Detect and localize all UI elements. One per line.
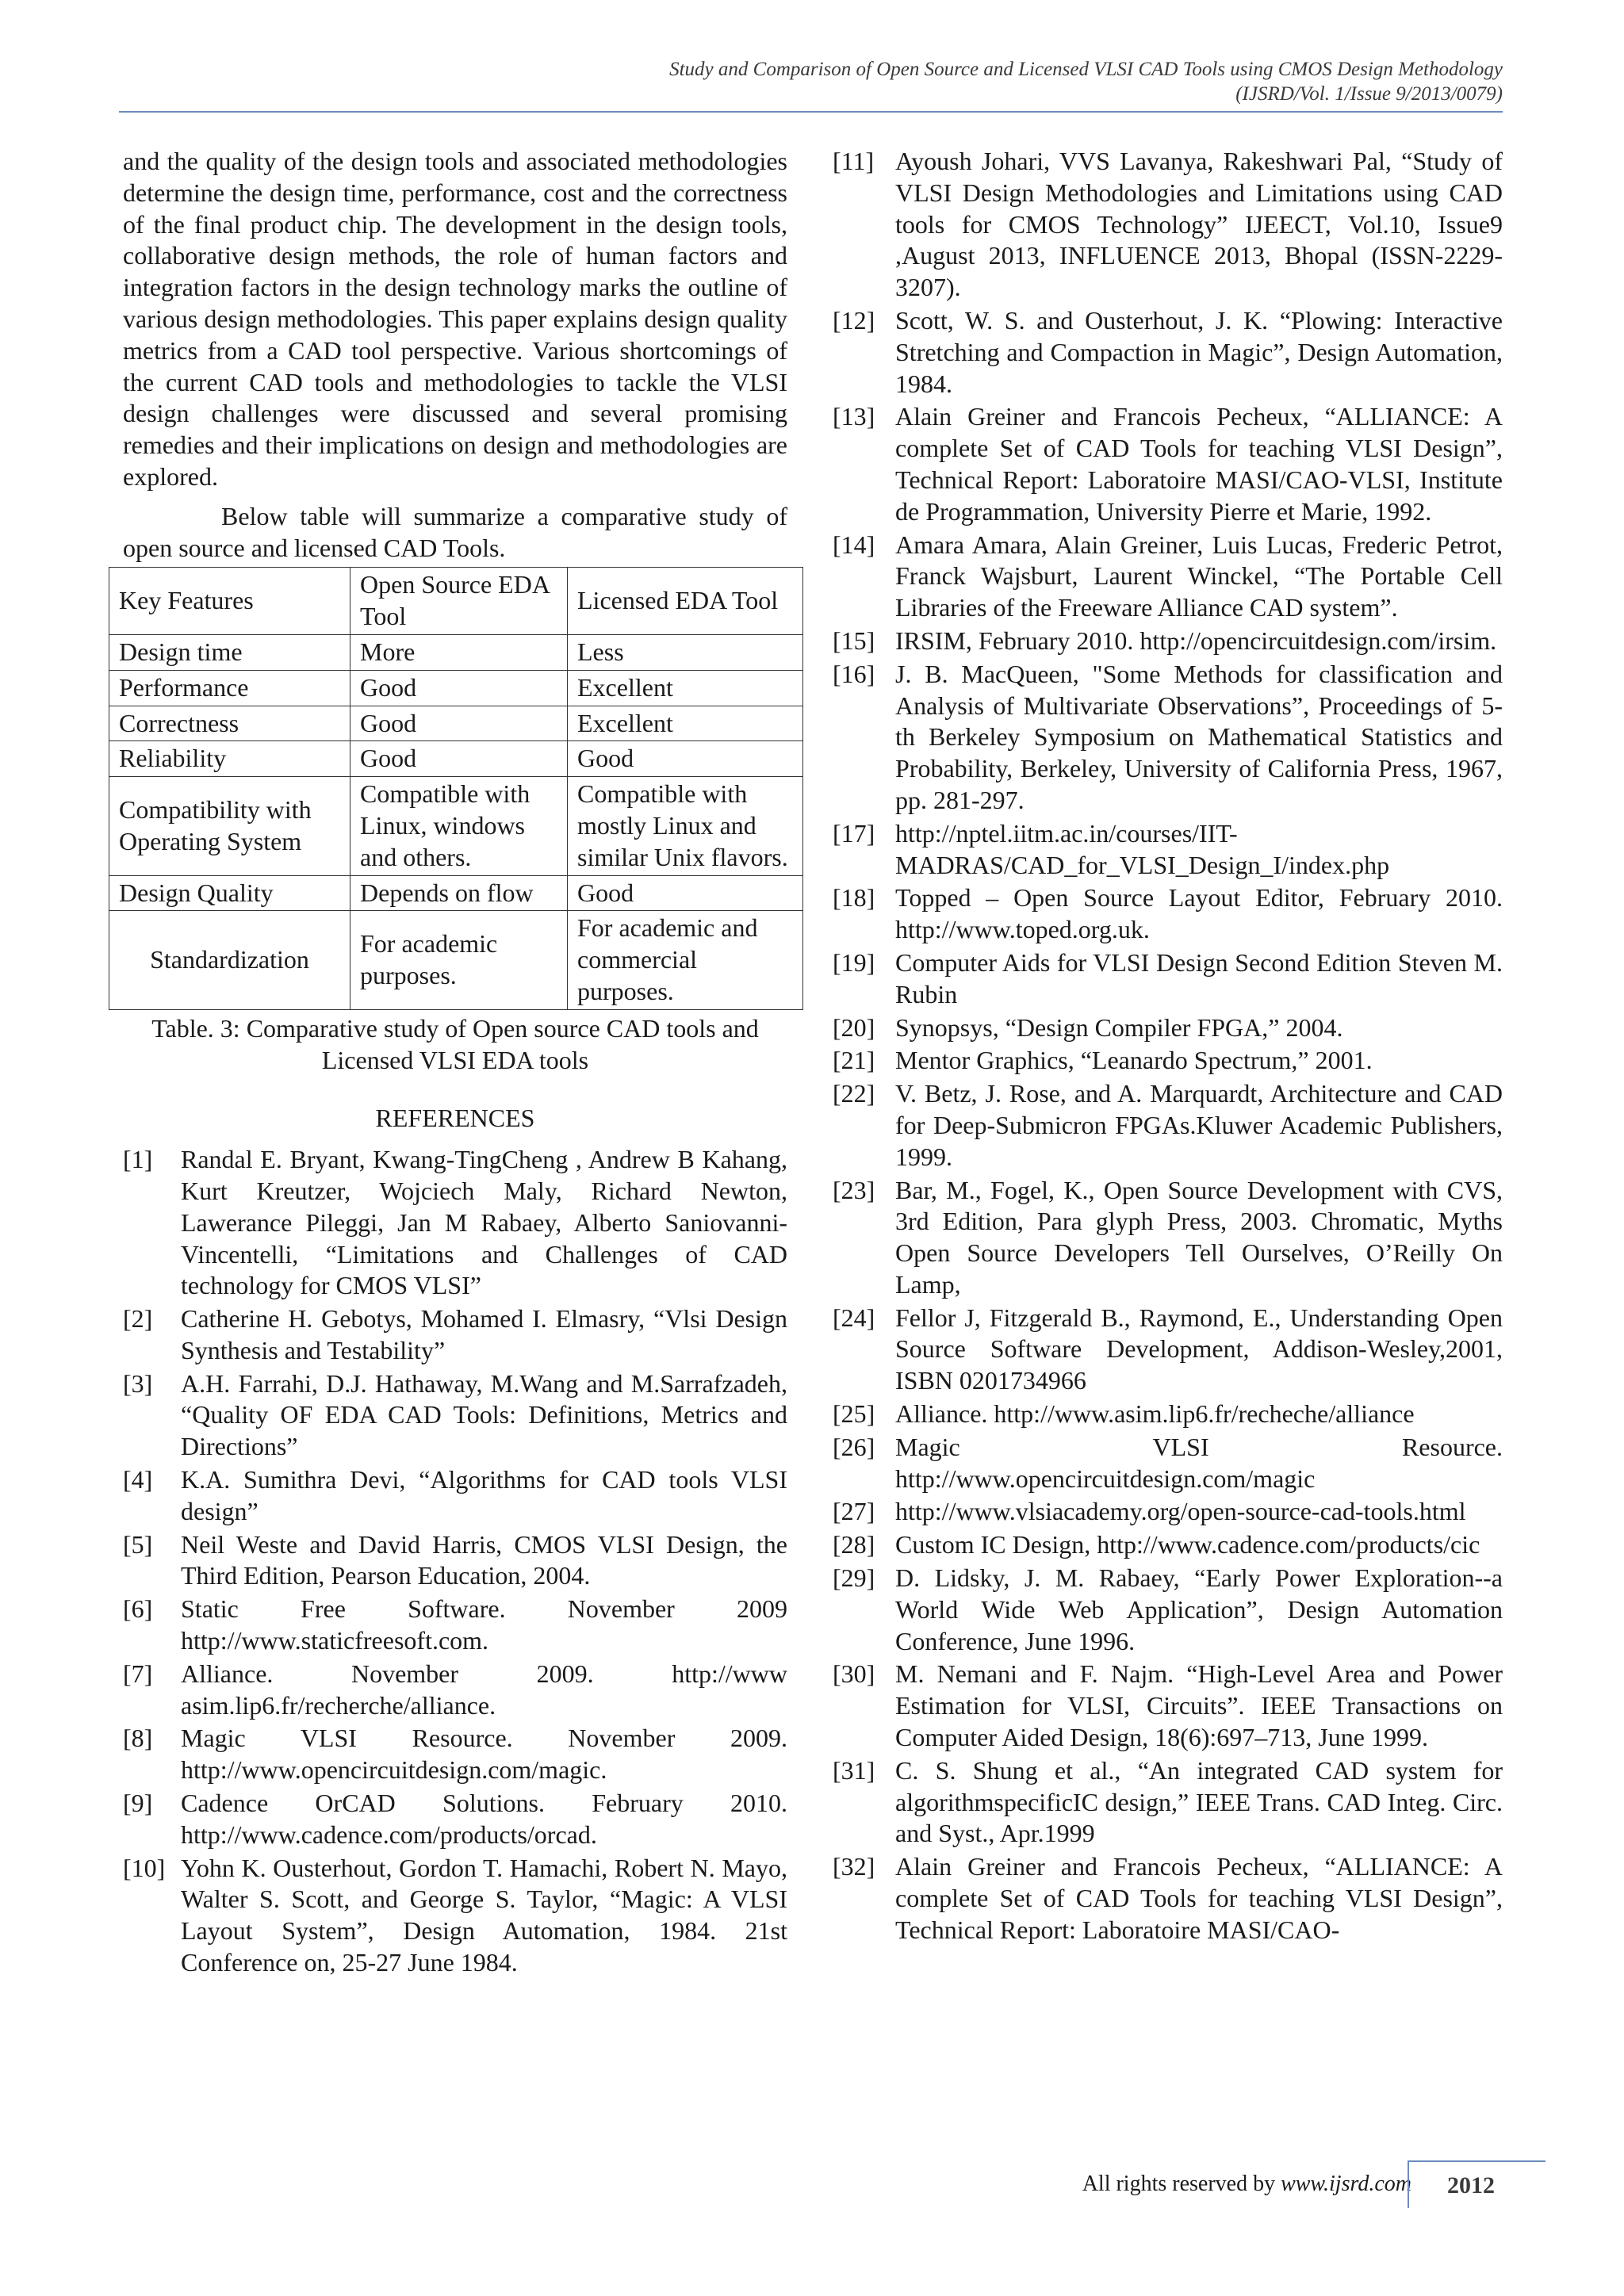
reference-number: [2]: [123, 1304, 153, 1334]
reference-item: [833, 401, 1503, 527]
reference-text: Mentor Graphics, “Leanardo Spectrum,” 2001.: [895, 1046, 1373, 1075]
table-cell: Depends on flow: [350, 875, 568, 911]
reference-number: [8]: [123, 1724, 153, 1753]
table-row: [109, 911, 803, 1009]
reference-text: Alliance. http://www.asim.lip6.fr/recheche/alliance: [895, 1399, 1415, 1429]
reference-item: [833, 1432, 1503, 1495]
reference-text: Fellor J, Fitzgerald B., Raymond, E., Understanding Open Source Software Development, Addison-Wesley,2001, ISBN 0201734966: [895, 1303, 1503, 1395]
table-cell: Compatible with Linux, windows and others.: [350, 777, 568, 875]
table-row: [109, 670, 803, 706]
reference-item: [123, 1659, 787, 1722]
reference-item: [123, 1788, 787, 1851]
reference-number: [6]: [123, 1594, 153, 1624]
reference-number: [17]: [833, 818, 875, 848]
table-header-cell: Licensed EDA Tool: [568, 568, 803, 635]
reference-text: M. Nemani and F. Najm. “High-Level Area and Power Estimation for VLSI, Circuits”. IEEE Transactions on Computer Aided Design, 18(6):697–713, June 1999.: [895, 1659, 1503, 1752]
reference-number: [31]: [833, 1755, 875, 1785]
reference-text: http://www.vlsiacademy.org/open-source-cad-tools.html: [895, 1497, 1466, 1526]
table-cell: Design Quality: [109, 875, 350, 911]
reference-number: [27]: [833, 1497, 875, 1526]
running-header-title: Study and Comparison of Open Source and Licensed VLSI CAD Tools using CMOS Design Methodology: [669, 59, 1503, 80]
reference-item: [833, 1303, 1503, 1397]
reference-number: [26]: [833, 1432, 875, 1461]
reference-text: Neil Weste and David Harris, CMOS VLSI Design, the Third Edition, Pearson Education, 2004.: [181, 1529, 787, 1590]
table-cell: Excellent: [568, 670, 803, 706]
reference-number: [23]: [833, 1175, 875, 1204]
reference-text: K.A. Sumithra Devi, “Algorithms for CAD tools VLSI design”: [181, 1465, 787, 1525]
reference-item: [123, 1464, 787, 1528]
reference-item: [123, 1594, 787, 1657]
reference-text: Amara Amara, Alain Greiner, Luis Lucas, Frederic Petrot, Franck Wajsburt, Laurent Winckel, “The Portable Cell Libraries of the Freeware Alliance CAD system”.: [895, 530, 1503, 622]
footer-rights-text: All rights reserved by: [1082, 2172, 1281, 2196]
reference-text: Bar, M., Fogel, K., Open Source Development with CVS, 3rd Edition, Para glyph Press, 2003. Chromatic, Myths Open Source Developers Tell Ourselves, O’Reilly On Lamp,: [895, 1175, 1503, 1299]
table-cell: More: [350, 634, 568, 670]
table-row: [109, 875, 803, 911]
table-cell: Less: [568, 634, 803, 670]
reference-number: [5]: [123, 1529, 153, 1559]
reference-item: [123, 1144, 787, 1302]
reference-number: [20]: [833, 1012, 875, 1042]
reference-item: [833, 882, 1503, 946]
reference-number: [11]: [833, 147, 875, 175]
reference-number: [1]: [123, 1145, 153, 1174]
reference-number: [25]: [833, 1399, 875, 1429]
reference-text: Alliance. November 2009. http://www asim.lip6.fr/recherche/alliance.: [181, 1659, 787, 1720]
table-row: [109, 777, 803, 875]
reference-item: [123, 1853, 787, 1979]
reference-number: [4]: [123, 1465, 153, 1494]
reference-text: V. Betz, J. Rose, and A. Marquardt, Architecture and CAD for Deep-Submicron FPGAs.Kluwer Academic Publishers, 1999.: [895, 1079, 1503, 1171]
reference-item: [833, 1045, 1503, 1077]
reference-text: Scott, W. S. and Ousterhout, J. K. “Plowing: Interactive Stretching and Compaction in Magic”, Design Automation, 1984.: [895, 305, 1503, 398]
reference-item: [123, 1529, 787, 1593]
table-row: [109, 706, 803, 741]
table-cell: Good: [350, 741, 568, 777]
reference-number: [24]: [833, 1303, 875, 1332]
reference-item: [123, 1368, 787, 1463]
reference-number: [28]: [833, 1530, 875, 1559]
reference-number: [9]: [123, 1789, 153, 1818]
reference-item: [833, 1755, 1503, 1850]
reference-text: Magic VLSI Resource. http://www.opencircuitdesign.com/magic: [895, 1432, 1503, 1493]
reference-number: [29]: [833, 1563, 875, 1593]
reference-item: [833, 1659, 1503, 1753]
reference-item: [833, 1175, 1503, 1301]
reference-number: [32]: [833, 1852, 875, 1881]
reference-number: [10]: [123, 1853, 166, 1882]
reference-text: D. Lidsky, J. M. Rabaey, “Early Power Exploration--a World Wide Web Application”, Design Automation Conference, June 1996.: [895, 1563, 1503, 1655]
table-caption: Table. 3: Comparative study of Open source CAD tools and Licensed VLSI EDA tools: [151, 1013, 759, 1074]
reference-number: [7]: [123, 1659, 153, 1688]
reference-item: [833, 659, 1503, 817]
table-cell: Compatible with mostly Linux and similar Unix flavors.: [568, 777, 803, 875]
reference-text: Custom IC Design, http://www.cadence.com/products/cic: [895, 1530, 1480, 1559]
reference-item: [833, 818, 1503, 882]
left-column: [119, 146, 788, 1980]
reference-number: [12]: [833, 305, 875, 335]
table-header-cell: Key Features: [109, 568, 350, 635]
reference-text: Magic VLSI Resource. November 2009. http://www.opencircuitdesign.com/magic.: [181, 1724, 787, 1785]
reference-number: [21]: [833, 1046, 875, 1075]
reference-item: [833, 1012, 1503, 1044]
table-cell: Good: [350, 706, 568, 741]
reference-item: [123, 1723, 787, 1786]
reference-text: Cadence OrCAD Solutions. February 2010. http://www.cadence.com/products/orcad.: [181, 1789, 787, 1849]
reference-text: Computer Aids for VLSI Design Second Edition Steven M. Rubin: [895, 947, 1503, 1008]
reference-item: [833, 1078, 1503, 1173]
table-header-cell: Open Source EDA Tool: [350, 568, 568, 635]
table-cell: For academic and commercial purposes.: [568, 911, 803, 1009]
reference-text: Catherine H. Gebotys, Mohamed I. Elmasry, “Vlsi Design Synthesis and Testability”: [181, 1304, 787, 1364]
table-cell: For academic purposes.: [350, 911, 568, 1009]
reference-item: [833, 530, 1503, 624]
reference-text: Static Free Software. November 2009 http://www.staticfreesoft.com.: [181, 1594, 787, 1655]
table-header-row: [109, 568, 803, 635]
footer: [872, 2171, 1411, 2198]
reference-text: Synopsys, “Design Compiler FPGA,” 2004.: [895, 1012, 1343, 1042]
reference-number: [18]: [833, 883, 875, 913]
table-cell: Good: [568, 741, 803, 777]
reference-number: [16]: [833, 659, 875, 688]
reference-text: Alain Greiner and Francois Pecheux, “ALLIANCE: A complete Set of CAD Tools for teaching VLSI Design”, Technical Report: Laboratoire MASI/CAO-VLSI, Institute de Programmation, University Pierre et Marie, 1992.: [895, 402, 1503, 526]
running-header: [119, 57, 1503, 106]
reference-item: [833, 1529, 1503, 1561]
reference-item: [123, 1303, 787, 1367]
reference-item: [833, 1851, 1503, 1946]
reference-item: [833, 146, 1503, 304]
reference-item: [833, 1399, 1503, 1430]
table-cell: Compatibility with Operating System: [109, 777, 350, 875]
table-cell: Performance: [109, 670, 350, 706]
reference-text: C. S. Shung et al., “An integrated CAD system for algorithmspecificIC design,” IEEE Trans. CAD Integ. Circ. and Syst., Apr.1999: [895, 1755, 1503, 1848]
comparison-table: [109, 567, 803, 1009]
reference-number: [14]: [833, 530, 875, 559]
table-cell: Standardization: [109, 911, 350, 1009]
reference-item: [833, 947, 1503, 1011]
table-cell: Excellent: [568, 706, 803, 741]
reference-item: [833, 1496, 1503, 1528]
reference-text: Randal E. Bryant, Kwang-TingCheng , Andrew B Kahang, Kurt Kreutzer, Wojciech Maly, Richard Newton, Lawerance Pileggi, Jan M Rabaey, Alberto Saniovanni- Vincentelli, “Limitations and Challenges of CAD technology for CMOS VLSI”: [181, 1145, 787, 1300]
right-column: [833, 146, 1503, 1948]
table-row: [109, 741, 803, 777]
reference-number: [3]: [123, 1368, 153, 1398]
references-heading: REFERENCES: [375, 1104, 535, 1133]
reference-text: http://nptel.iitm.ac.in/courses/IIT-MADRAS/CAD_for_VLSI_Design_I/index.php: [895, 818, 1390, 879]
reference-text: J. B. MacQueen, "Some Methods for classification and Analysis of Multivariate Observations”, Proceedings of 5-th Berkeley Symposium on Mathematical Statistics and Probability, Berkeley, University of California Press, 1967, pp. 281-297.: [895, 659, 1503, 814]
reference-text: Alain Greiner and Francois Pecheux, “ALLIANCE: A complete Set of CAD Tools for teaching VLSI Design”, Technical Report: Laboratoire MASI/CAO-: [895, 1852, 1503, 1944]
table-cell: Reliability: [109, 741, 350, 777]
reference-number: [30]: [833, 1659, 875, 1689]
reference-text: IRSIM, February 2010. http://opencircuitdesign.com/irsim.: [895, 626, 1497, 655]
page-number: 2012: [1447, 2172, 1495, 2198]
reference-text: A.H. Farrahi, D.J. Hathaway, M.Wang and M.Sarrafzadeh, “Quality OF EDA CAD Tools: Definitions, Metrics and Directions”: [181, 1368, 787, 1461]
footer-site-link[interactable]: www.ijsrd.com: [1281, 2172, 1411, 2196]
intro-paragraph: and the quality of the design tools and associated methodologies determine the design time, performance, cost and the correctness of the final product chip. The development in the design tools, collaborative design methods, the role of human factors and integration factors in the design technology marks the outline of various design methodologies. This paper explains design quality metrics from a CAD tool perspective. Various shortcomings of the current CAD tools and methodologies to tackle the VLSI design challenges were discussed and several promising remedies and their implications on design and methodologies are explored.: [123, 147, 787, 491]
reference-text: Ayoush Johari, VVS Lavanya, Rakeshwari Pal, “Study of VLSI Design Methodologies and Limitations using CAD tools for CMOS Technology” IJEECT, Vol.10, Issue9 ,August 2013, INFLUENCE 2013, Bhopal (ISSN-2229-3207).: [895, 147, 1503, 302]
table-row: [109, 634, 803, 670]
table-cell: Good: [350, 670, 568, 706]
reference-text: Topped – Open Source Layout Editor, February 2010. http://www.toped.org.uk.: [895, 883, 1503, 944]
reference-text: Yohn K. Ousterhout, Gordon T. Hamachi, Robert N. Mayo, Walter S. Scott, and George S. Taylor, “Magic: A VLSI Layout System”, Design Automation, 1984. 21st Conference on, 25-27 June 1984.: [181, 1853, 787, 1977]
table-cell: Correctness: [109, 706, 350, 741]
reference-number: [15]: [833, 626, 875, 655]
reference-number: [13]: [833, 402, 875, 431]
reference-item: [833, 1563, 1503, 1657]
reference-number: [19]: [833, 947, 875, 977]
running-header-issue: (IJSRD/Vol. 1/Issue 9/2013/0079): [1235, 83, 1503, 105]
table-cell: Design time: [109, 634, 350, 670]
table-cell: Good: [568, 875, 803, 911]
header-rule: [119, 111, 1503, 113]
reference-item: [833, 305, 1503, 400]
reference-number: [22]: [833, 1079, 875, 1108]
table-intro-paragraph: Below table will summarize a comparative study of open source and licensed CAD Tools.: [123, 501, 787, 562]
reference-item: [833, 626, 1503, 657]
